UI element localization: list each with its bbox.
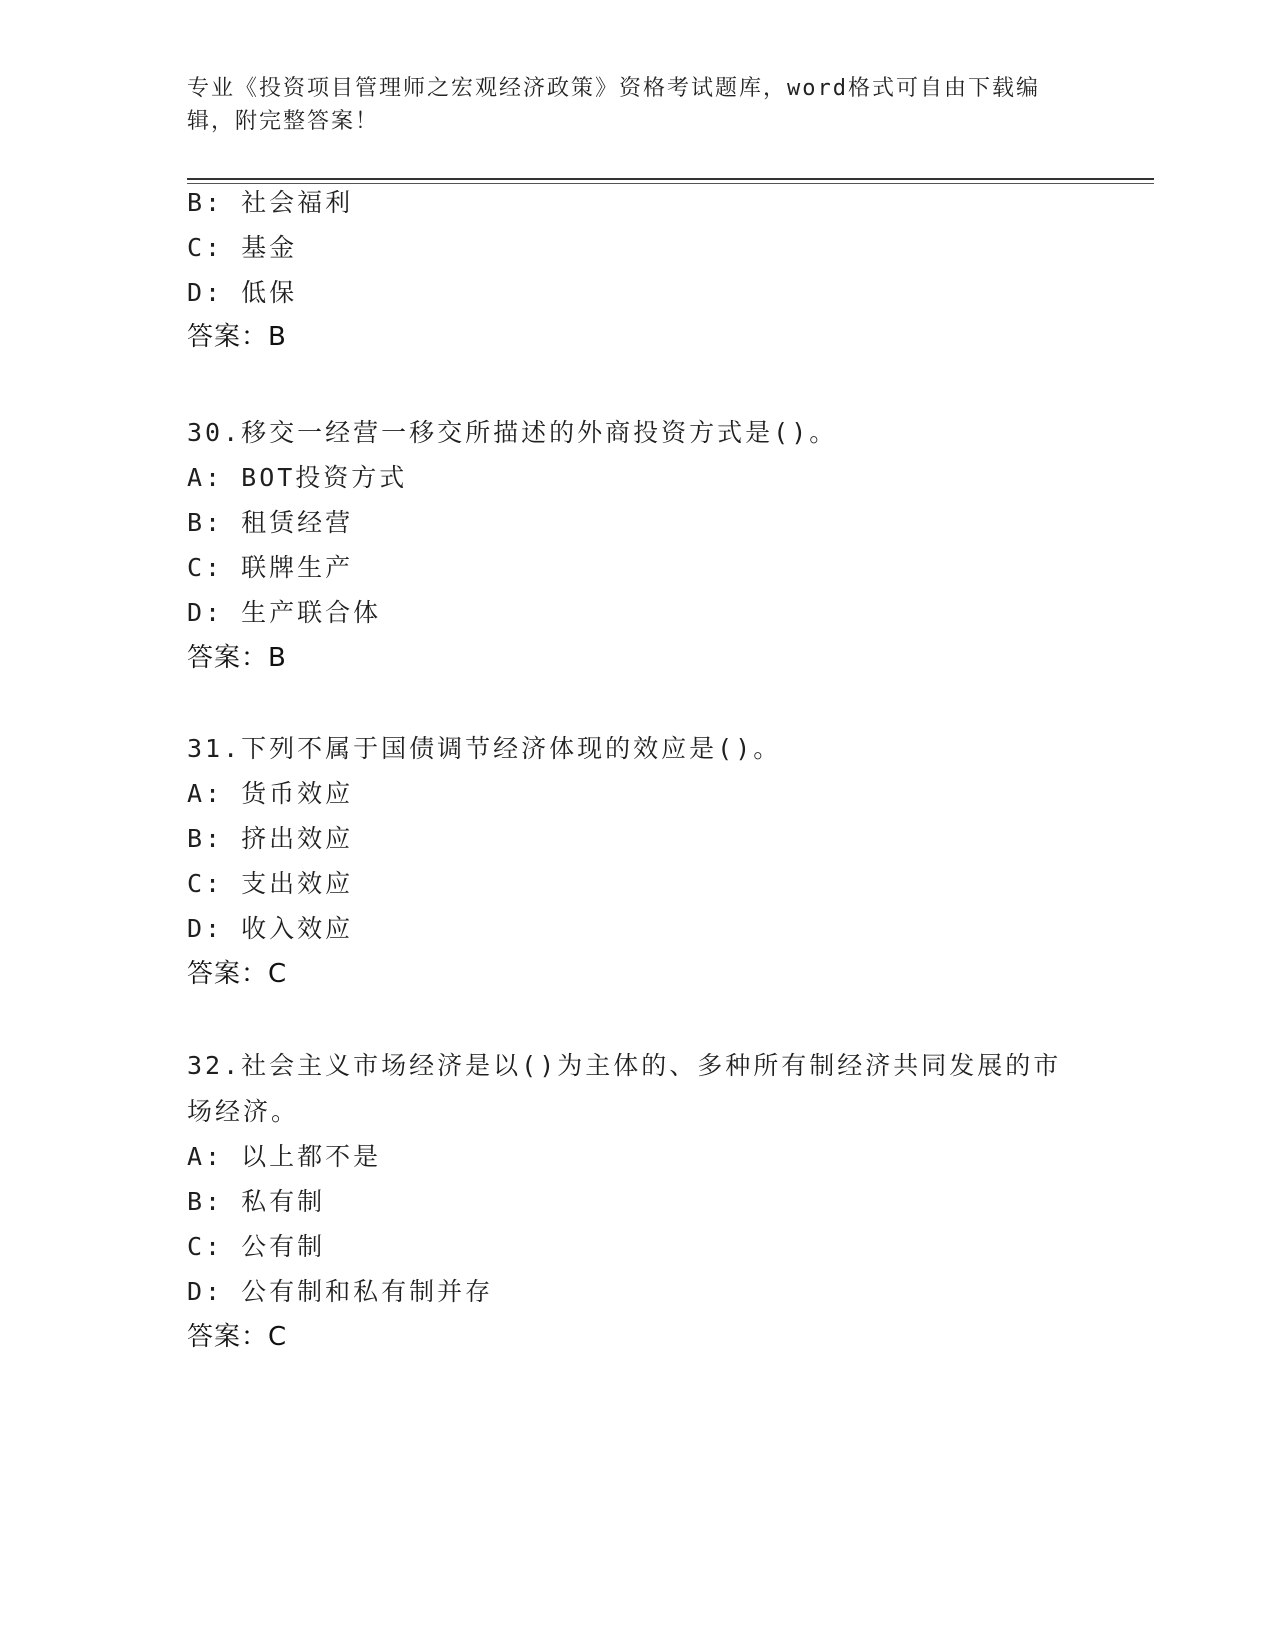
q30-option-d: D: 生产联合体 — [187, 598, 382, 627]
q31-option-c: C: 支出效应 — [187, 869, 354, 898]
prev-answer: 答案：B — [187, 322, 287, 352]
prev-option-d: D: 低保 — [187, 278, 298, 307]
prev-option-c: C: 基金 — [187, 233, 298, 262]
q32-option-b: B: 私有制 — [187, 1187, 326, 1216]
q31-stem: 31.下列不属于国债调节经济体现的效应是()。 — [187, 734, 782, 763]
q32-option-d: D: 公有制和私有制并存 — [187, 1277, 494, 1306]
q30-option-a: A: BOT投资方式 — [187, 463, 408, 492]
q31-option-b: B: 挤出效应 — [187, 824, 354, 853]
header-rule-thin — [187, 183, 1154, 184]
header-rule-thick — [187, 178, 1154, 180]
q31-option-d: D: 收入效应 — [187, 914, 354, 943]
q30-stem: 30.移交一经营一移交所描述的外商投资方式是()。 — [187, 418, 838, 447]
q32-stem: 32.社会主义市场经济是以()为主体的、多种所有制经济共同发展的市场经济。 — [187, 1051, 1062, 1126]
q32-option-a: A: 以上都不是 — [187, 1142, 382, 1171]
document-header: 专业《投资项目管理师之宏观经济政策》资格考试题库，word格式可自由下载编辑，附完整答案！ — [187, 76, 1040, 134]
q32-answer: 答案：C — [187, 1322, 288, 1352]
q32-option-c: C: 公有制 — [187, 1232, 326, 1261]
q30-option-b: B: 租赁经营 — [187, 508, 354, 537]
q30-option-c: C: 联牌生产 — [187, 553, 354, 582]
prev-option-b: B: 社会福利 — [187, 188, 354, 217]
q30-answer: 答案：B — [187, 643, 287, 673]
q31-option-a: A: 货币效应 — [187, 779, 354, 808]
q31-answer: 答案：C — [187, 959, 288, 989]
